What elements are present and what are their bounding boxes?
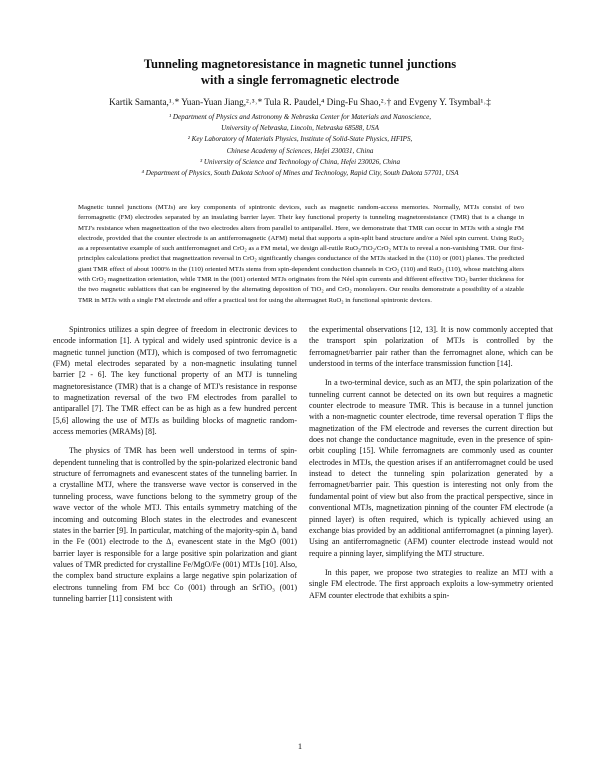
affiliation-line: ³ University of Science and Technology of China, Hefei 230026, China: [199, 157, 401, 166]
page-number: 1: [297, 741, 303, 751]
body-column-right: [309, 324, 553, 601]
paper-title: [60, 56, 540, 88]
affiliation-line: ² Key Laboratory of Materials Physics, Institute of Solid-State Physics, HFIPS,: [187, 135, 413, 144]
abstract: Magnetic tunnel junctions (MTJs) are key components of spintronic devices, such as magnetic random-access memories. Normally, MTJs consist of two ferromagnetic (FM) electrodes separated by an insulating barrier layer. Their key functional property is tunneling magnetoresistance (TMR) that is a change in MTJ's resistance when magnetization of the two electrodes alters from parallel to antiparallel. Here, we demonstrate that TMR can occur in MTJs with a single FM electrode, provided that the counter electrode is an antiferromagnetic (AFM) metal that supports a spin-split band structure and/or a Néel spin current. Using RuO₂ as a representative example of such antiferromagnet and CrO₂ as a FM metal, we design all-rutile RuO₂/TiO₂/CrO₂ MTJs to reveal a non-vanishing TMR. Our first-principles calculations predict that magnetization reversal in CrO₂ significantly changes conductance of the MTJs stacked in the (110) or (001) planes. The predicted giant TMR effect of about 1000% in the (110) oriented MTJs stems from spin-dependent conduction channels in CrO₂ (110) and RuO₂ (110), whose matching alters with CrO₂ magnetization orientation, while TMR in the (001) oriented MTJs originates from the Néel spin currents and different effective TiO₂ barrier thickness for the two magnetic sublattices that can be engineered by the alternating deposition of TiO₂ and CrO₂ monolayers. Our results demonstrate a possibility of a sizable TMR in MTJs with a single FM electrode and offer a practical test for using the altermagnet RuO₂ in functional spintronic devices.: [78, 204, 524, 304]
affiliation-line: ¹ Department of Physics and Astronomy & Nebraska Center for Materials and Nanoscience,: [168, 113, 431, 121]
affiliation-line: Chinese Academy of Sciences, Hefei 230031, China: [226, 146, 374, 155]
affiliation-line: University of Nebraska, Lincoln, Nebraska 68588, USA: [221, 124, 379, 133]
title-line-1: Tunneling magnetoresistance in magnetic tunnel junctions: [143, 57, 457, 71]
body-column-left: [53, 324, 297, 604]
paragraph: the experimental observations [12, 13]. It is now commonly accepted that the transport spin polarization of MTJs is controlled by the ferromagnet/barrier pair rather than the ferromagnet alone, which can be understood in terms of the interface transmission function [14].: [309, 325, 553, 369]
paragraph: In a two-terminal device, such as an MTJ, the spin polarization of the tunneling current cannot be detected on its own but requires a magnetic counter electrode to measure TMR. This is because in a tunnel junction with a non-magnetic counter electrode, time reversal operation T flips the magnetization of the FM electrode and reverses the current direction but does not change the conductance magnitude, even in the presence of spin-orbit coupling [15]. While ferromagnets are commonly used as counter electrodes in MTJs, the question arises if an antiferromagnet could be used instead to detect the tunneling spin polarization generated by a ferromagnet/barrier pair. This question is interesting not only from the fundamental point of view but also from the practical perspective, since in conventional MTJs, magnetization pinning of the counter FM electrode (a pinned layer) is often required, which is typically achieved using an exchange bias provided by an additional antiferromagnet (a pinning layer). Using an antiferromagnetic (AFM) counter electrode instead would not require a pinning layer, simplifying the MTJ structure.: [309, 378, 553, 558]
paragraph: In this paper, we propose two strategies to realize an MTJ with a single FM electrode. The first approach exploits a low-symmetry oriented AFM counter electrode that exhibits a spin-: [309, 567, 553, 600]
title-line-2: with a single ferromagnetic electrode: [200, 73, 400, 87]
affiliation-line: ⁴ Department of Physics, South Dakota School of Mines and Technology, Rapid City, South Dakota 57701, USA: [141, 169, 459, 178]
author-list: Kartik Samanta,¹˒* Yuan-Yuan Jiang,²˒³˒* Tula R. Paudel,⁴ Ding-Fu Shao,²˒† and Evgeny Y. Tsymbal¹˒‡: [109, 97, 491, 107]
affiliations: [50, 112, 550, 179]
paragraph: Spintronics utilizes a spin degree of freedom in electronic devices to encode information [1]. A typical and widely used spintronic device is a magnetic tunnel junction (MTJ), which is composed of two ferromagnetic (FM) metal electrodes separated by a non-magnetic insulating tunnel barrier [2 - 6]. The key functional property of an MTJ is tunneling magnetoresistance (TMR) that is a change of MTJ's resistance in response to magnetization reversal of the two FM electrodes from parallel to antiparallel [7]. The TMR effect can be as high as a few hundred percent [5,6] allowing the use of MTJs as building blocks of magnetic random-access memories (MRAMs) [8].: [53, 325, 297, 437]
paragraph: The physics of TMR has been well understood in terms of spin-dependent tunneling that is controlled by the spin-polarized electronic band structure of ferromagnets and evanescent states of the tunneling barrier. In a crystalline MTJ, where the transverse wave vector is conserved in the tunneling process, wave functions belong to the symmetry group of the wave vector of the whole MTJ. This entails symmetry matching of the incoming and outcoming Bloch states in the electrodes and evanescent states in the barrier [9]. In particular, matching of the majority-spin Δ₁ band in the Fe (001) electrode to the Δ₁ evanescent state in the MgO (001) barrier layer is responsible for a large positive spin polarization and giant values of TMR predicted for crystalline Fe/MgO/Fe (001) MTJs [10]. Also, the complex band structure explains a large negative spin polarization of electrons tunneling from FM bcc Co (001) through an SrTiO₃ (001) tunneling barrier [11] consistent with: [53, 446, 297, 603]
